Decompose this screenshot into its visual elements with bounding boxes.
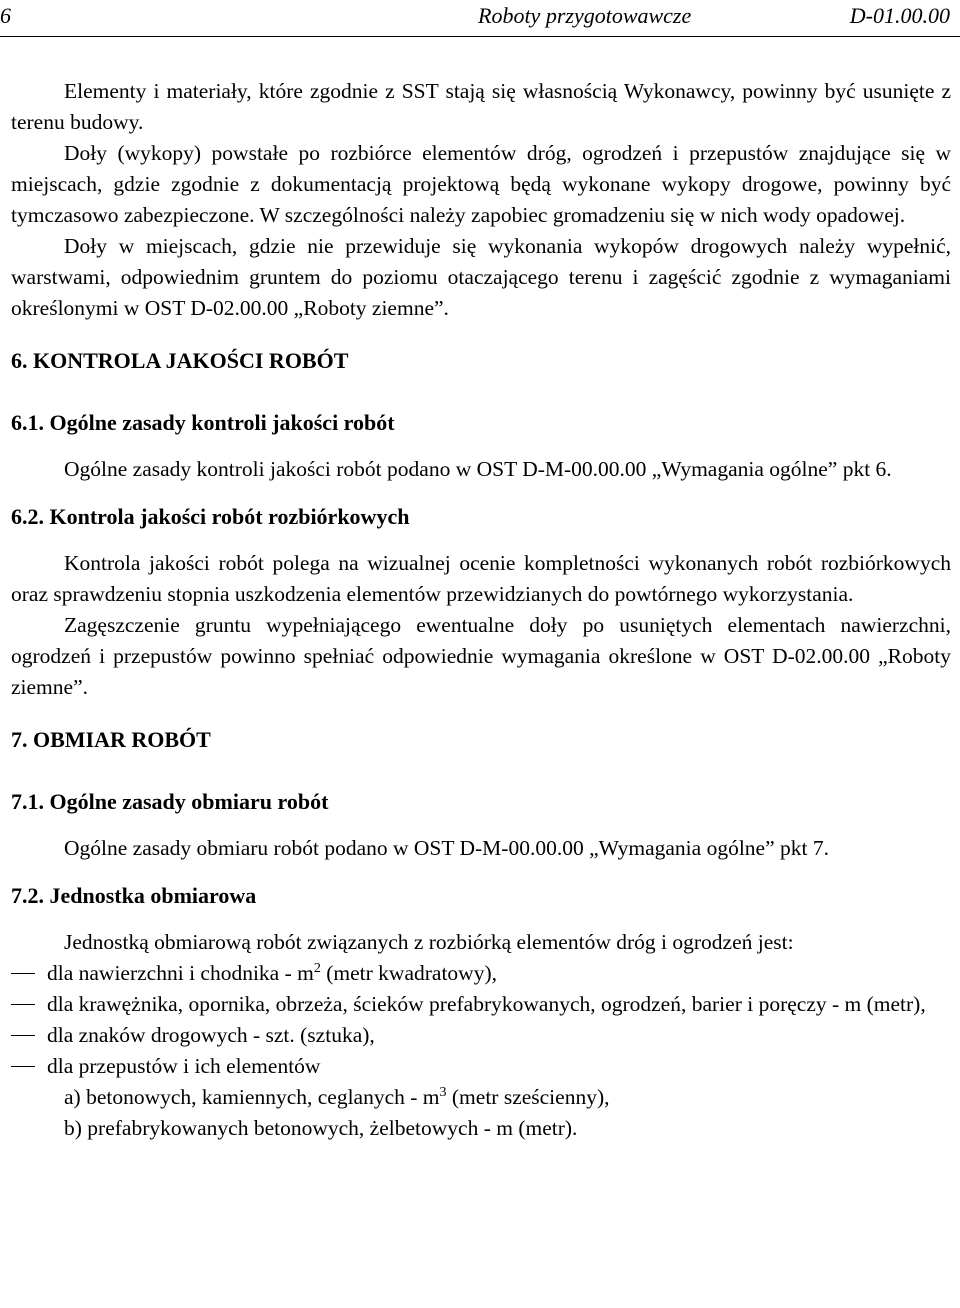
sub-item-b: b) prefabrykowanych betonowych, żelbetowych - m (metr). <box>64 1116 578 1140</box>
list-item: dla znaków drogowych - szt. (sztuka), <box>11 1020 951 1051</box>
paragraph-materials: Elementy i materiały, które zgodnie z SST stają się własnością Wykonawcy, powinny być usunięte z terenu budowy. <box>11 79 951 134</box>
unit-list <box>11 958 951 1082</box>
dash-bullet-icon <box>11 973 35 974</box>
section-7-1-heading: 7.1. Ogólne zasady obmiaru robót <box>11 789 329 814</box>
section-6-2-heading: 6.2. Kontrola jakości robót rozbiórkowych <box>11 504 410 529</box>
section-6-heading: 6. KONTROLA JAKOŚCI ROBÓT <box>11 348 349 373</box>
list-item: dla przepustów i ich elementów <box>11 1051 951 1082</box>
section-7-2-heading: 7.2. Jednostka obmiarowa <box>11 883 257 908</box>
paragraph-pits-protection: Doły (wykopy) powstałe po rozbiórce elementów dróg, ogrodzeń i przepustów znajdujące się w miejscach, gdzie zgodnie z dokumentacją projektową będą wykonane wykopy drogowe, powinny być tymczasowo zabezpieczone. W szczególności należy zapobiec gromadzeniu się w nich wody opadowej. <box>11 141 951 227</box>
header-code: D-01.00.00 <box>849 3 950 28</box>
list-item: dla krawężnika, opornika, obrzeża, ścieków prefabrykowanych, ogrodzeń, barier i poręczy - m (metr), <box>11 989 951 1020</box>
header-title: Roboty przygotowawcze <box>478 3 692 28</box>
page-content <box>11 76 951 1144</box>
section-7-2-intro: Jednostką obmiarową robót związanych z rozbiórką elementów dróg i ogrodzeń jest: <box>64 930 794 954</box>
dash-bullet-icon <box>11 1035 35 1036</box>
sub-item-a: a) betonowych, kamiennych, ceglanych - $m^3$ (metr sześcienny), <box>64 1085 610 1109</box>
section-7-heading: 7. OBMIAR ROBÓT <box>11 727 211 752</box>
dash-bullet-icon <box>11 1004 35 1005</box>
page-header <box>0 0 960 37</box>
page-number: 6 <box>0 3 11 28</box>
section-6-2-text-1: Kontrola jakości robót polega na wizualnej ocenie kompletności wykonanych robót rozbiórkowych oraz sprawdzeniu stopnia uszkodzenia elementów przewidzianych do powtórnego wykorzystania. <box>11 551 951 606</box>
section-6-1-text: Ogólne zasady kontroli jakości robót podano w OST D-M-00.00.00 „Wymagania ogólne” pkt 6. <box>64 457 892 481</box>
section-7-1-text: Ogólne zasady obmiaru robót podano w OST D-M-00.00.00 „Wymagania ogólne” pkt 7. <box>64 836 829 860</box>
paragraph-pits-filling: Doły w miejscach, gdzie nie przewiduje się wykonania wykopów drogowych należy wypełnić, warstwami, odpowiednim gruntem do poziomu otaczającego terenu i zagęścić zgodnie z wymaganiami określonymi w OST D-02.00.00 „Roboty ziemne”. <box>11 234 951 320</box>
section-6-1-heading: 6.1. Ogólne zasady kontroli jakości robót <box>11 410 395 435</box>
list-item: dla nawierzchni i chodnika - $m^2$ (metr kwadratowy), <box>11 958 951 989</box>
section-6-2-text-2: Zagęszczenie gruntu wypełniającego ewentualne doły po usuniętych elementach nawierzchni, ogrodzeń i przepustów powinno spełniać odpowiednie wymagania określone w OST D-02.00.00 „Roboty ziemne”. <box>11 613 951 699</box>
dash-bullet-icon <box>11 1066 35 1067</box>
